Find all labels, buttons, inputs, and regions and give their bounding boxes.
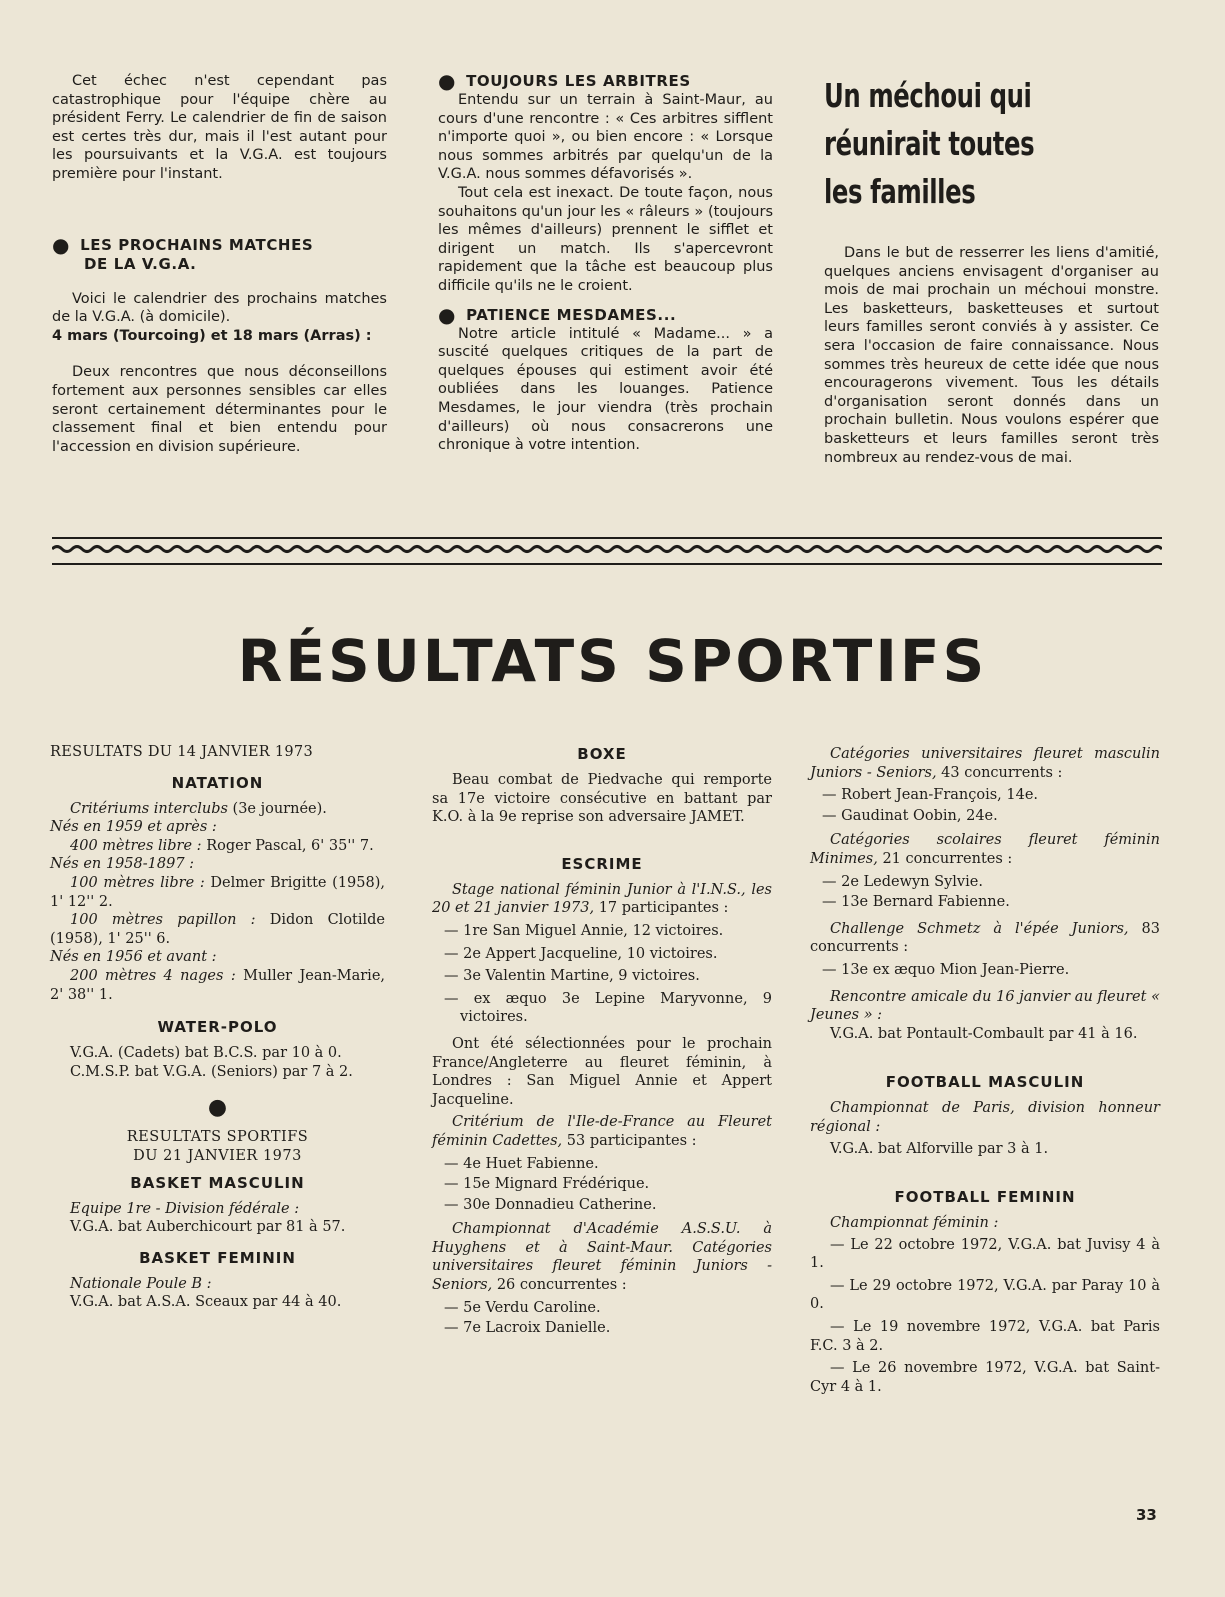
list-item: — 4e Huet Fabienne. bbox=[444, 1155, 599, 1172]
result-line: Championnat d'Académie A.S.S.U. à Huyghens et à Saint-Maur. Catégories universitaires fleuret féminin Juniors - Seniors, 26 concurrentes : bbox=[432, 1221, 772, 1294]
result-line: 100 mètres papillon : Didon Clotilde (1958), 1' 25'' 6. bbox=[50, 912, 385, 947]
bullet-icon: ● bbox=[207, 1095, 228, 1121]
page-number: 33 bbox=[1136, 1506, 1157, 1524]
section-heading-line2: DE LA V.G.A. bbox=[84, 254, 197, 273]
list-item: — 7e Lacroix Danielle. bbox=[444, 1320, 611, 1337]
top-col-3 bbox=[824, 72, 1159, 467]
divider-line-top bbox=[52, 537, 1162, 539]
list-item: — Le 19 novembre 1972, V.G.A. bat Paris F.C. 3 à 2. bbox=[810, 1319, 1160, 1354]
list-item: — Le 29 octobre 1972, V.G.A. par Paray 10 à 0. bbox=[810, 1277, 1160, 1313]
list-item: — 5e Verdu Caroline. bbox=[444, 1299, 601, 1316]
list-item: — Le 26 novembre 1972, V.G.A. bat Saint-Cyr 4 à 1. bbox=[810, 1360, 1160, 1395]
result-line: Rencontre amicale du 16 janvier au fleuret « Jeunes » : bbox=[810, 988, 1160, 1024]
result-line: V.G.A. bat Pontault-Combault par 41 à 16. bbox=[830, 1025, 1138, 1042]
list-item: — ex æquo 3e Lepine Maryvonne, 9 victoires. bbox=[444, 990, 772, 1026]
list-item: — 1re San Miguel Annie, 12 victoires. bbox=[444, 922, 724, 939]
paragraph: Voici le calendrier des prochains matches de la V.G.A. (à domicile). bbox=[52, 290, 387, 326]
result-line: Ont été sélectionnées pour le prochain France/Angleterre au fleuret féminin, à Londres : San Miguel Annie et Appert Jacqueline. bbox=[432, 1035, 772, 1108]
title-line: réunirait toutes bbox=[824, 124, 1035, 163]
divider-wave bbox=[52, 542, 1162, 556]
paragraph: Tout cela est inexact. De toute façon, nous souhaitons qu'un jour les « râleurs » (toujours les mêmes d'ailleurs) prennent le sifflet et dirigent un match. Ils s'apercevront rapidement que la tâche est beaucoup plus difficile qu'ils ne le croient. bbox=[438, 184, 773, 294]
list-item: — 2e Ledewyn Sylvie. bbox=[822, 873, 983, 890]
results-col-1 bbox=[50, 743, 385, 1312]
result-line: Nés en 1959 et après : bbox=[50, 819, 217, 836]
section-heading: WATER-POLO bbox=[157, 1018, 278, 1037]
results-col-3 bbox=[810, 745, 1160, 1400]
result-line: Nés en 1956 et avant : bbox=[50, 949, 217, 966]
results-col-2 bbox=[432, 745, 772, 1340]
section-heading: ● PATIENCE MESDAMES... bbox=[438, 302, 677, 327]
result-line: Nés en 1958-1897 : bbox=[50, 856, 195, 873]
section-heading: ESCRIME bbox=[561, 854, 643, 873]
section-heading: BASKET MASCULIN bbox=[130, 1173, 305, 1192]
divider-line-bottom bbox=[52, 563, 1162, 565]
bullet-icon: ● bbox=[52, 232, 71, 257]
result-line: V.G.A. bat A.S.A. Sceaux par 44 à 40. bbox=[70, 1294, 342, 1311]
list-item: — Robert Jean-François, 14e. bbox=[822, 787, 1039, 804]
result-line: Catégories scolaires fleuret féminin Minimes, 21 concurrentes : bbox=[810, 832, 1160, 867]
date-heading: RESULTATS DU 14 JANVIER 1973 bbox=[50, 744, 313, 760]
date-heading: RESULTATS SPORTIFS bbox=[126, 1129, 309, 1146]
result-line: Championnat féminin : bbox=[830, 1215, 999, 1232]
section-heading: BOXE bbox=[577, 745, 627, 763]
result-line: Challenge Schmetz à l'épée Juniors, 83 concurrents : bbox=[810, 920, 1160, 956]
list-item: — 13e ex æquo Mion Jean-Pierre. bbox=[822, 961, 1070, 978]
results-list bbox=[810, 786, 1160, 825]
date-heading: DU 21 JANVIER 1973 bbox=[133, 1147, 302, 1164]
page-title: RÉSULTATS SPORTIFS bbox=[237, 627, 988, 695]
result-line: Catégories universitaires fleuret masculin Juniors - Seniors, 43 concurrents : bbox=[810, 746, 1160, 781]
results-list bbox=[810, 1236, 1160, 1397]
result-line: V.G.A. (Cadets) bat B.C.S. par 10 à 0. bbox=[70, 1045, 342, 1062]
result-line: V.G.A. bat Auberchicourt par 81 à 57. bbox=[70, 1219, 346, 1236]
list-item: — 2e Appert Jacqueline, 10 victoires. bbox=[444, 945, 718, 962]
paragraph: Entendu sur un terrain à Saint-Maur, au cours d'une rencontre : « Ces arbitres sifflent n'importe quoi », ou bien encore : « Lorsque nous sommes arbitrés par quelqu'un de la V.G.A. nous sommes défavorisés ». bbox=[438, 92, 773, 183]
paragraph-bold: 4 mars (Tourcoing) et 18 mars (Arras) : bbox=[52, 327, 372, 344]
section-heading: ● TOUJOURS LES ARBITRES bbox=[438, 69, 691, 93]
list-item: — Gaudinat Oobin, 24e. bbox=[822, 807, 998, 824]
result-line: 100 mètres libre : Delmer Brigitte (1958), 1' 12'' 2. bbox=[50, 874, 385, 910]
result-line: Championnat de Paris, division honneur régional : bbox=[810, 1100, 1160, 1135]
result-line: 200 mètres 4 nages : Muller Jean-Marie, 2' 38'' 1. bbox=[50, 967, 386, 1003]
result-line: 400 mètres libre : Roger Pascal, 6' 35'' 7. bbox=[70, 837, 374, 854]
result-line: Equipe 1re - Division fédérale : bbox=[70, 1200, 300, 1217]
result-line: Nationale Poule B : bbox=[70, 1275, 212, 1292]
paragraph: Notre article intitulé « Madame... » a suscité quelques critiques de la part de quelques épouses qui estiment avoir été oubliées dans les louanges. Patience Mesdames, le jour viendra (très prochain d'ailleurs) où nous consacrerons une chronique à votre intention. bbox=[438, 325, 773, 454]
section-heading: ● LES PROCHAINS MATCHES bbox=[52, 232, 314, 257]
result-line: Stage national féminin Junior à l'I.N.S., les 20 et 21 janvier 1973, 17 participantes : bbox=[432, 881, 772, 917]
results-list bbox=[810, 961, 1160, 980]
section-heading: NATATION bbox=[171, 773, 264, 792]
results-list bbox=[432, 1155, 772, 1215]
title-line: Un méchoui qui bbox=[824, 76, 1032, 115]
bullet-icon: ● bbox=[438, 302, 457, 327]
section-heading: FOOTBALL MASCULIN bbox=[885, 1073, 1085, 1092]
section-heading: BASKET FEMININ bbox=[139, 1248, 296, 1267]
bullet-icon: ● bbox=[438, 69, 457, 93]
result-line: Critérium de l'Ile-de-France au Fleuret féminin Cadettes, 53 participantes : bbox=[432, 1114, 772, 1149]
article-title bbox=[824, 72, 1224, 216]
list-item: — 15e Mignard Frédérique. bbox=[444, 1176, 650, 1193]
list-item: — 3e Valentin Martine, 9 victoires. bbox=[444, 968, 700, 985]
paragraph: Dans le but de resserrer les liens d'amitié, quelques anciens envisagent d'organiser au mois de mai prochain un méchoui monstre. Les basketteurs, basketteuses et surtout leurs familles seront conviés à y assister. Ce sera l'occasion de faire connaissance. Nous sommes très heureux de cette idée que nous encouragerons vivement. Tous les détails d'organisation seront donnés dans un prochain bulletin. Nous voulons espérer que basketteurs et leurs familles seront très nombreux au rendez-vous de mai. bbox=[824, 245, 1159, 466]
paragraph: Cet échec n'est cependant pas catastrophique pour l'équipe chère au président Ferry. Le calendrier de fin de saison est certes très dur, mais il l'est autant pour les poursuivants et la V.G.A. est toujours première pour l'instant. bbox=[52, 73, 387, 182]
section-heading: FOOTBALL FEMININ bbox=[894, 1188, 1076, 1207]
list-item: — Le 22 octobre 1972, V.G.A. bat Juvisy 4 à 1. bbox=[810, 1236, 1160, 1272]
title-line: les familles bbox=[824, 172, 976, 211]
list-item: — 30e Donnadieu Catherine. bbox=[444, 1196, 657, 1213]
result-line: Critériums interclubs (3e journée). bbox=[70, 800, 327, 817]
result-line: C.M.S.P. bat V.G.A. (Seniors) par 7 à 2. bbox=[70, 1063, 353, 1080]
results-list bbox=[432, 1299, 772, 1338]
wave-line bbox=[52, 547, 1162, 552]
results-list bbox=[810, 873, 1160, 912]
result-line: V.G.A. bat Alforville par 3 à 1. bbox=[830, 1140, 1049, 1157]
list-item: — 13e Bernard Fabienne. bbox=[822, 894, 1010, 911]
top-col-2 bbox=[438, 69, 773, 455]
top-col-1 bbox=[52, 72, 387, 456]
result-line: Beau combat de Piedvache qui remporte sa 17e victoire consécutive en battant par K.O. à la 9e reprise son adversaire JAMET. bbox=[432, 772, 772, 826]
paragraph: Deux rencontres que nous déconseillons fortement aux personnes sensibles car elles seront certainement déterminantes pour le classement final et bien entendu pour l'accession en division supérieure. bbox=[52, 364, 387, 455]
results-list bbox=[432, 922, 772, 1027]
